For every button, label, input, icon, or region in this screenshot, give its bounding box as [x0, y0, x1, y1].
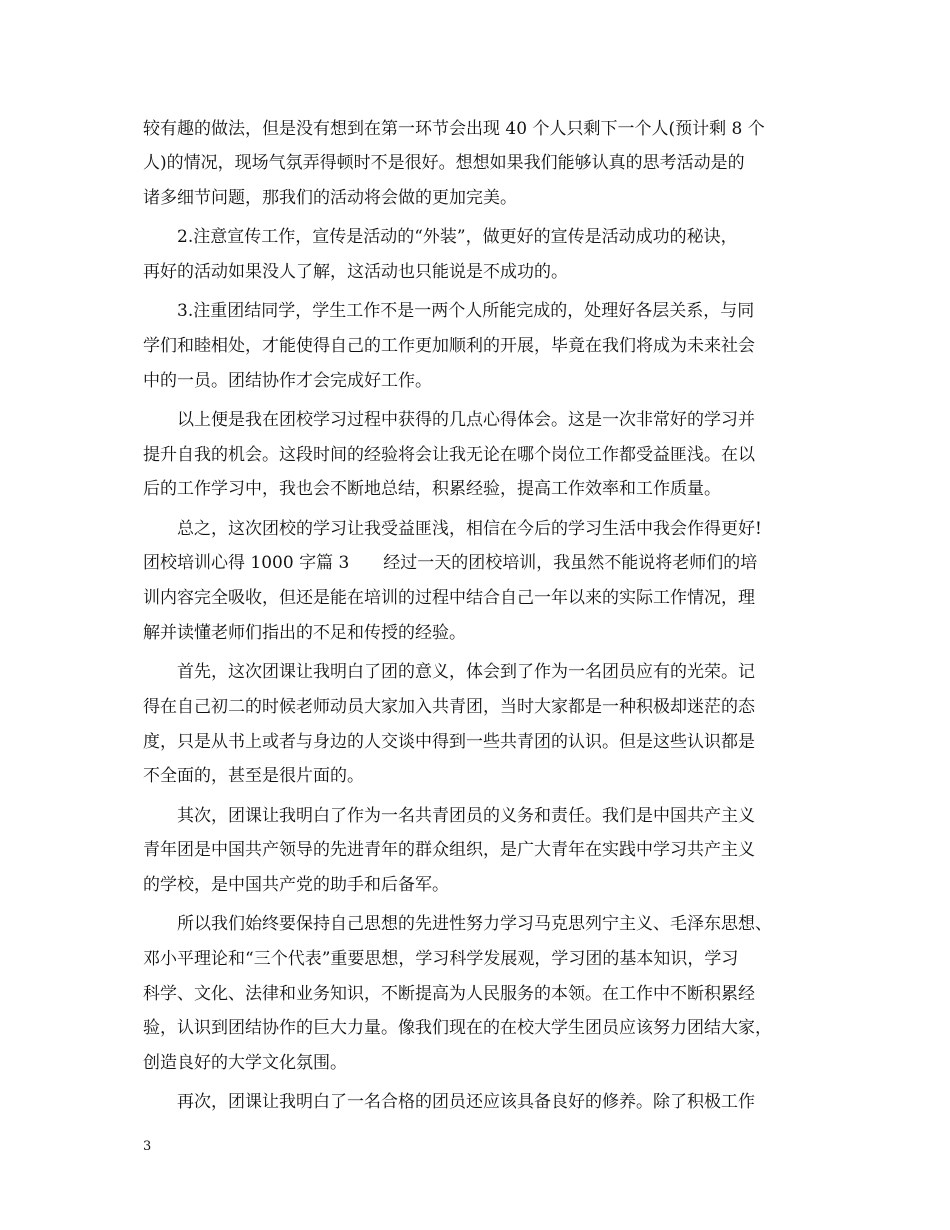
text-line: 团校培训心得 1000 字篇 3 经过一天的团校培训，我虽然不能说将老师们的培: [143, 553, 758, 573]
text-line: 创造良好的大学文化氛围。: [143, 1053, 347, 1073]
text-line: 中的一员。团结协作才会完成好工作。: [143, 371, 432, 391]
text-line: 青年团是中国共产领导的先进青年的群众组织，是广大青年在实践中学习共产主义: [143, 840, 755, 860]
text-line: 学们和睦相处，才能使得自己的工作更加顺利的开展，毕竟在我们将成为未来社会: [143, 336, 755, 356]
text-line: 再好的活动如果没人了解，这活动也只能说是不成功的。: [143, 262, 568, 282]
text-line: 以上便是我在团校学习过程中获得的几点心得体会。这是一次非常好的学习并: [177, 410, 755, 430]
text-line: 提升自我的机会。这段时间的经验将会让我无论在哪个岗位工作都受益匪浅。在以: [143, 445, 755, 465]
text-line: 后的工作学习中，我也会不断地总结，积累经验，提高工作效率和工作质量。: [143, 479, 721, 499]
text-line: 科学、文化、法律和业务知识，不断提高为人民服务的本领。在工作中不断积累经: [143, 984, 755, 1004]
text-line: 得在自己初二的时候老师动员大家加入共青团，当时大家都是一种积极却迷茫的态: [143, 697, 755, 717]
text-line: 2.注意宣传工作，宣传是活动的“外装”，做更好的宣传是活动成功的秘诀，: [177, 227, 738, 247]
text-line: 的学校，是中国共产党的助手和后备军。: [143, 875, 449, 895]
text-line: 度，只是从书上或者与身边的人交谈中得到一些共青团的认识。但是这些认识都是: [143, 732, 755, 752]
text-line: 总之，这次团校的学习让我受益匪浅，相信在今后的学习生活中我会作得更好!: [177, 519, 762, 539]
text-line: 所以我们始终要保持自己思想的先进性努力学习马克思列宁主义、毛泽东思想、: [177, 914, 772, 934]
text-line: 其次，团课让我明白了作为一名共青团员的义务和责任。我们是中国共产主义: [177, 806, 755, 826]
text-line: 不全面的，甚至是很片面的。: [143, 766, 364, 786]
text-line: 诸多细节问题，那我们的活动将会做的更加完美。: [143, 188, 517, 208]
text-line: 3.注重团结同学，学生工作不是一两个人所能完成的，处理好各层关系，与同: [177, 301, 755, 321]
page-number: 3: [143, 1139, 152, 1154]
text-line: 首先，这次团课让我明白了团的意义，体会到了作为一名团员应有的光荣。记: [177, 662, 755, 682]
text-line: 训内容完全吸收，但还是能在培训的过程中结合自己一年以来的实际工作情况，理: [143, 588, 755, 608]
text-line: 人)的情况，现场气氛弄得顿时不是很好。想想如果我们能够认真的思考活动是的: [143, 153, 745, 173]
text-line: 解并读懂老师们指出的不足和传授的经验。: [143, 623, 466, 643]
text-line: 验，认识到团结协作的巨大力量。像我们现在的在校大学生团员应该努力团结大家，: [143, 1018, 772, 1038]
text-line: 较有趣的做法，但是没有想到在第一环节会出现 40 个人只剩下一个人(预计剩 8 个: [143, 119, 765, 139]
text-line: 再次，团课让我明白了一名合格的团员还应该具备良好的修养。除了积极工作: [177, 1092, 755, 1112]
text-line: 邓小平理论和“三个代表”重要思想，学习科学发展观，学习团的基本知识，学习: [143, 949, 739, 969]
